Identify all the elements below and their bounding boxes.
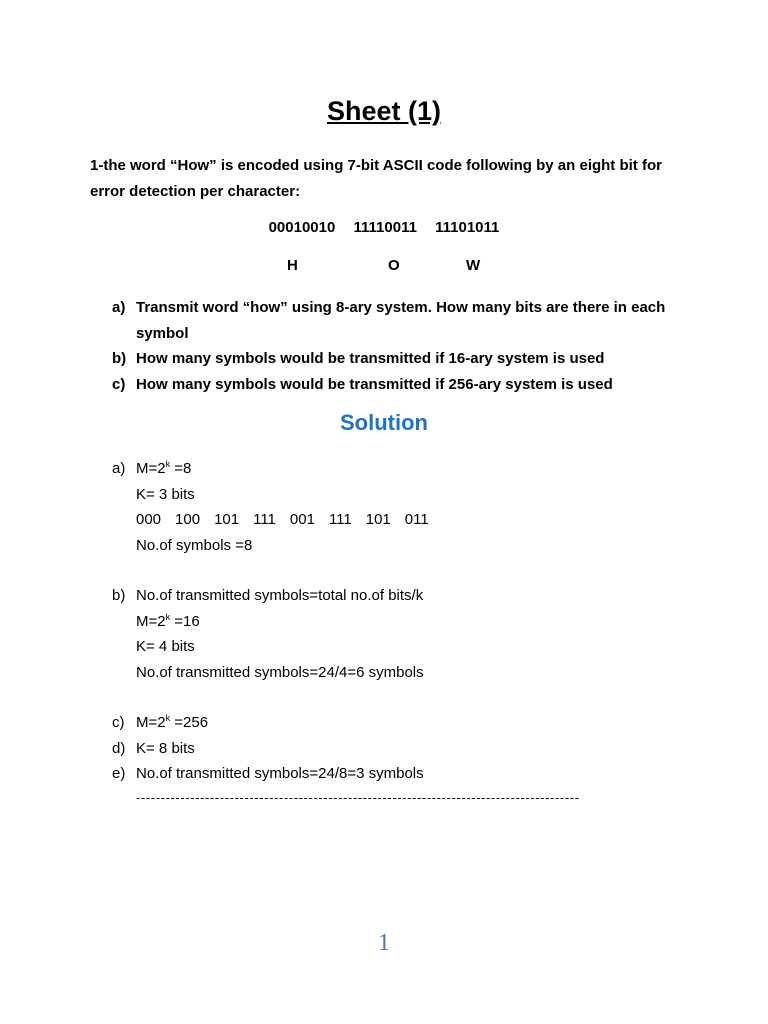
answer-marker: c) [112,714,125,731]
answer-b-formula [112,609,672,635]
letter-h: H [287,257,298,274]
solution-heading: Solution [340,410,428,435]
formula-base: M=2 [136,714,166,731]
question-item [112,346,672,372]
answer-b [112,583,672,685]
formula-base: M=2 [136,460,166,477]
bit-group: 000 [136,511,162,528]
formula-exponent: k [165,713,171,723]
answer-b-formula-text: No.of transmitted symbols=total no.of bits/k [136,587,424,604]
problem-statement: 1-the word “How” is encoded using 7-bit ASCII code following by an eight bit for error detection per character: [90,157,662,200]
answer-a-symbols: No.of symbols =8 [136,536,253,554]
bit-group: 101 [214,511,240,528]
question-text: Transmit word “how” using 8-ary system. How many bits are there in each symbol [136,299,666,342]
answer-b-result: No.of transmitted symbols=24/4=6 symbols [136,663,424,681]
answer-text: K= 8 bits [136,739,195,757]
code-w: 11101011 [435,219,500,236]
formula-value: =256 [170,714,209,731]
question-list [112,295,672,397]
bit-group: 001 [289,511,315,528]
answer-marker: a) [112,460,126,477]
answer-b-k: K= 4 bits [136,638,195,655]
code-o: 11110011 [353,219,417,236]
question-marker: b) [112,350,127,367]
question-item [112,372,672,398]
answer-b-line [112,583,672,609]
binary-codes [0,219,768,236]
formula-exponent: k [165,459,171,469]
bit-group: 111 [328,511,352,528]
answer-e-result [112,761,672,787]
answer-a-k: K= 3 bits [136,485,195,503]
bit-group: 100 [175,511,201,528]
question-marker: c) [112,375,126,393]
question-text: How many symbols would be transmitted if 256-ary system is used [136,375,613,393]
answer-marker: b) [112,587,126,604]
answer-text: No.of transmitted symbols=24/8=3 symbols [136,765,424,782]
answer-c-formula [112,710,672,736]
code-h: 00010010 [268,219,336,236]
question-item [112,295,672,346]
answer-a-formula [112,456,672,482]
bit-group: 011 [404,511,429,528]
dashed-divider: ------------------------------------------------------------------------------------------ [136,790,580,805]
letter-w: W [466,257,481,274]
page-number: 1 [378,930,390,956]
sheet-title: Sheet (1) [326,96,442,126]
formula-value: =8 [170,460,192,477]
letter-o: O [388,257,400,274]
bit-group: 101 [365,511,391,528]
formula-exponent: k [165,611,171,622]
question-text: How many symbols would be transmitted if 16-ary system is used [136,350,605,367]
answer-c [112,710,672,787]
answer-d-k [112,736,672,762]
question-marker: a) [112,299,126,316]
answer-marker: d) [112,739,126,757]
bit-group: 111 [253,511,276,528]
formula-base: M=2 [136,612,166,630]
formula-value: =16 [170,612,200,630]
answer-marker: e) [112,765,126,782]
answer-a-bit-groups [112,507,672,533]
answer-a [112,456,672,558]
